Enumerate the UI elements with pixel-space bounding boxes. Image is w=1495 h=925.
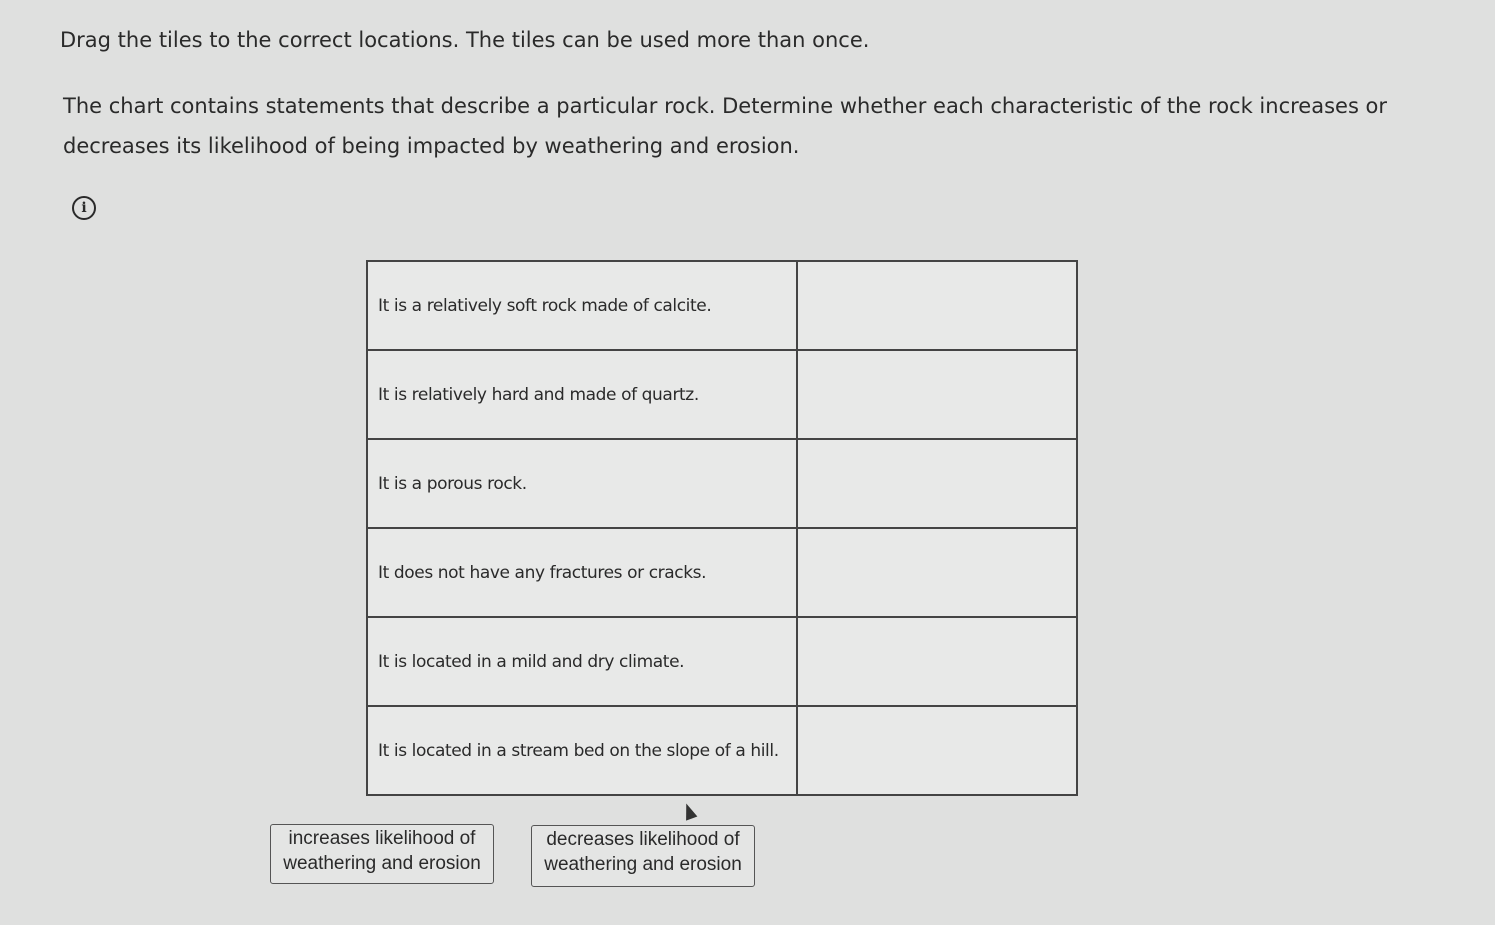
statement-cell: It is a porous rock. (367, 439, 797, 528)
drop-target-cell[interactable] (797, 617, 1077, 706)
tile-label-line2: weathering and erosion (544, 854, 742, 875)
statement-cell: It does not have any fractures or cracks. (367, 528, 797, 617)
statement-cell: It is located in a stream bed on the slope of a hill. (367, 706, 797, 795)
table-row (367, 528, 1077, 617)
tile-label-line1: increases likelihood of (288, 828, 476, 849)
tile-label-line2: weathering and erosion (283, 853, 481, 874)
drop-target-cell[interactable] (797, 439, 1077, 528)
rock-characteristics-table (366, 260, 1078, 796)
table-row (367, 261, 1077, 350)
tile-decreases-likelihood[interactable] (531, 825, 755, 887)
statement-cell: It is a relatively soft rock made of calcite. (367, 261, 797, 350)
table-row (367, 350, 1077, 439)
drop-target-cell[interactable] (797, 350, 1077, 439)
statement-cell: It is located in a mild and dry climate. (367, 617, 797, 706)
tile-increases-likelihood[interactable] (270, 824, 494, 884)
drop-target-cell[interactable] (797, 706, 1077, 795)
instruction-text: Drag the tiles to the correct locations. The tiles can be used more than once. (60, 28, 870, 52)
drop-target-cell[interactable] (797, 528, 1077, 617)
statement-cell: It is relatively hard and made of quartz. (367, 350, 797, 439)
drop-target-cell[interactable] (797, 261, 1077, 350)
info-icon[interactable]: i (72, 196, 96, 220)
tile-label-line1: decreases likelihood of (546, 829, 740, 850)
table-row (367, 439, 1077, 528)
table-row (367, 617, 1077, 706)
mouse-pointer-icon (681, 801, 698, 820)
question-prompt: The chart contains statements that describe a particular rock. Determine whether each characteristic of the rock increases or decreases its likelihood of being impacted by weathering and erosion. (63, 94, 1388, 158)
table-row (367, 706, 1077, 795)
